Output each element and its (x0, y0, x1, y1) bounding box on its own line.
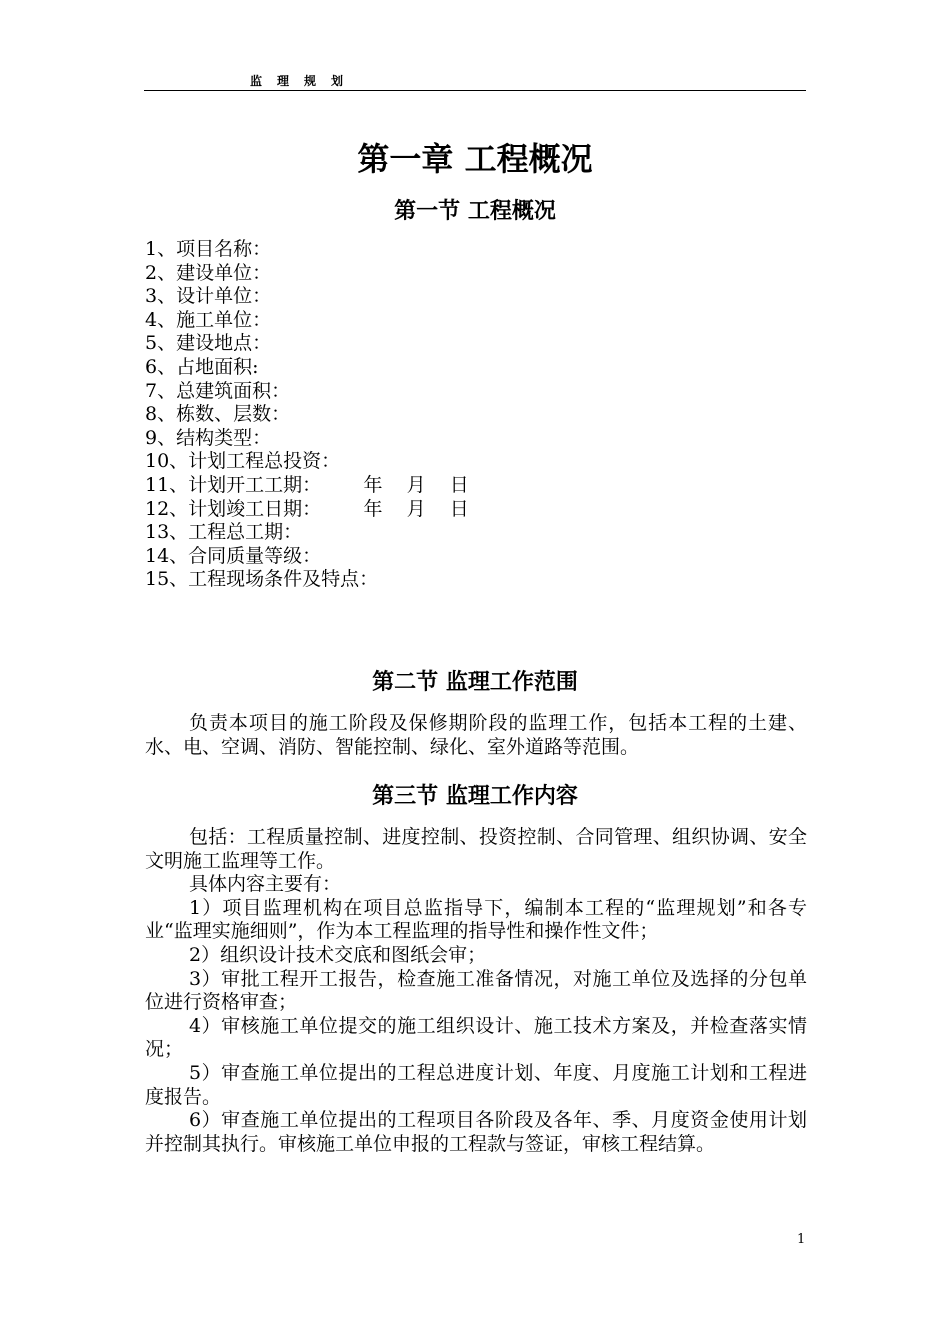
list-item: 6、占地面积: (145, 355, 259, 378)
paragraph: 6）审查施工单位提出的工程项目各阶段及各年、季、月度资金使用计划并控制其执行。审核施工单位申报的工程款与签证，审核工程结算。 (145, 1109, 807, 1155)
paragraph: 5）审查施工单位提出的工程总进度计划、年度、月度施工计划和工程进度报告。 (145, 1061, 807, 1108)
header-title: 监理规划 (250, 74, 359, 88)
list-item: 8、栋数、层数： (145, 403, 291, 426)
list-item: 15、工程现场条件及特点： (145, 568, 379, 591)
paragraph: 3）审批工程开工报告，检查施工准备情况，对施工单位及选择的分包单位进行资格审查； (145, 967, 807, 1014)
list-item: 9、结构类型： (145, 426, 272, 449)
chapter-title: 第一章 工程概况 (357, 140, 593, 178)
list-item: 7、总建筑面积： (145, 379, 291, 402)
paragraph: 1）项目监理机构在项目总监指导下，编制本工程的“监理规划”和各专业“监理实施细则”，作为本工程监理的指导性和操作性文件； (145, 896, 807, 943)
paragraph: 负责本项目的施工阶段及保修期阶段的监理工作，包括本工程的土建、水、电、空调、消防、智能控制、绿化、室外道路等范围。 (145, 712, 807, 758)
list-item: 10、计划工程总投资： (145, 450, 341, 473)
page-header (144, 72, 806, 91)
section-1-title: 第一节 工程概况 (394, 199, 556, 224)
paragraph: 2）组织设计技术交底和图纸会审； (189, 943, 487, 966)
list-item: 13、工程总工期： (145, 521, 303, 544)
paragraph: 具体内容主要有： (189, 873, 342, 896)
list-item: 2、建设单位： (145, 261, 272, 284)
list-item: 3、设计单位： (145, 285, 272, 308)
paragraph: 包括：工程质量控制、进度控制、投资控制、合同管理、组织协调、安全文明施工监理等工作。 (145, 826, 807, 872)
section-3-body (145, 826, 807, 1156)
list-item: 1、项目名称： (145, 238, 272, 260)
list-item: 4、施工单位： (145, 308, 272, 331)
section-3-title: 第三节 监理工作内容 (372, 784, 578, 809)
list-item: 12、计划竣工日期： 年 月 日 (145, 497, 469, 520)
section-2-title: 第二节 监理工作范围 (372, 670, 578, 695)
paragraph: 4）审核施工单位提交的施工组织设计、施工技术方案及，并检查落实情况； (145, 1014, 807, 1061)
section-2-body (145, 712, 807, 759)
project-info-list (145, 238, 805, 592)
list-item: 11、计划开工工期： 年 月 日 (145, 473, 469, 496)
list-item: 5、建设地点： (145, 332, 272, 355)
page-number: 1 (797, 1232, 806, 1247)
list-item: 14、合同质量等级： (145, 544, 322, 567)
